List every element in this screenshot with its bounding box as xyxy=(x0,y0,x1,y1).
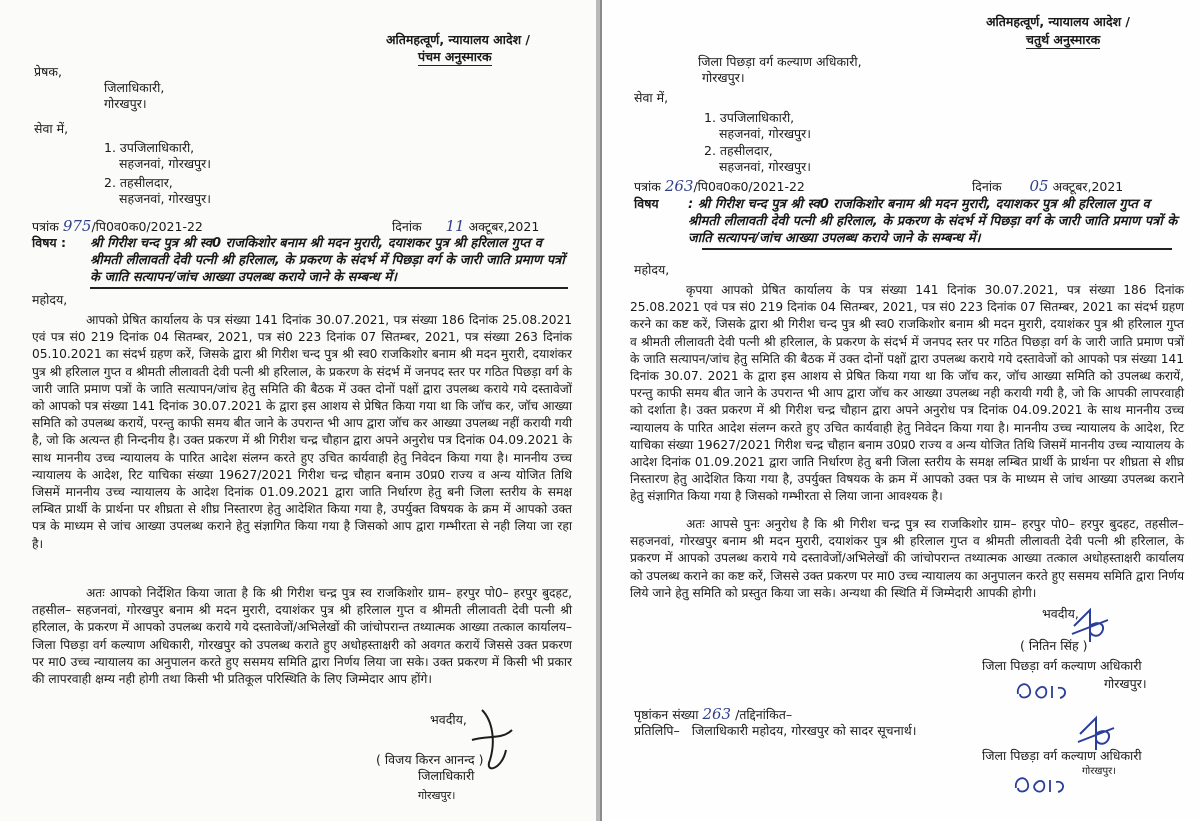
reminder-label: चतुर्थ अनुस्मारक xyxy=(1026,32,1101,47)
initial-mark xyxy=(1012,676,1072,704)
top-marking: अतिमहत्वूर्ण, न्यायालय आदेश / xyxy=(986,14,1130,29)
closing: भवदीय, xyxy=(1042,606,1079,621)
subject-underline xyxy=(90,287,568,289)
subject-label: विषय : xyxy=(32,235,67,250)
sender-label: प्रेषक, xyxy=(34,64,62,79)
signature-mark xyxy=(1068,606,1112,646)
letter-date xyxy=(972,178,1123,195)
to-item-2-place: सहजनवां, गोरखपुर। xyxy=(719,159,811,174)
subject-label: विषय xyxy=(634,196,659,211)
letter-date xyxy=(392,218,539,235)
reminder-label: पंचम अनुस्मारक xyxy=(418,49,492,64)
date-rest: अक्टूबर,2021 xyxy=(1052,179,1124,194)
copy-to xyxy=(634,723,917,739)
sender-line1: जिला पिछड़ा वर्ग कल्याण अधिकारी, xyxy=(698,54,862,69)
signer-name: ( नितिन सिंह ) xyxy=(1020,638,1088,653)
signer2-post: जिला पिछड़ा वर्ग कल्याण अधिकारी xyxy=(982,748,1142,763)
body-paragraph-2: अतः आपको निर्देशित किया जाता है कि श्री गिरीश चन्द्र पुत्र स्व राजकिशोर ग्राम– हरपुर पो0– हरपुर बुदहट, तहसील– सहजनवां, गोरखपुर बनाम श्री मदन मुरारी, दयाशंकर पुत्र श्री हरिलाल गुप्त व श्रीमती लीलावती देवी पत्नी श्री हरिलाल, के प्रकरण में आपको उपलब्ध कराये गये दस्तावेजों/अभिलेखों की जांचोपरान्त तथ्यात्मक आख्या तत्काल कार्यालय– जिला पिछड़ा वर्ग कल्याण अधिकारी, गोरखपुर को उपलब्ध कराते हुए अधोहस्ताक्षरी को अवगत करायें जिससे उक्त प्रकरण पर मा0 उच्च न्यायालय का अनुपालन करते हुए ससमय समिति द्वारा निर्णय लिया जा सके। उक्त प्रकरण में किसी भी प्रकार की लापरवाही क्षम्य नही होगी तथा किसी भी प्रतिकूल परिस्थिति के लिए जिम्मेदार आप होंगे। xyxy=(32,586,572,687)
date-handwritten: 11 xyxy=(445,217,465,235)
top-marking: अतिमहत्वूर्ण, न्यायालय आदेश / xyxy=(386,32,530,47)
copy-text: जिलाधिकारी महोदय, गोरखपुर को सादर सूचनार्थ। xyxy=(691,723,917,738)
to-item-2-place: सहजनवां, गोरखपुर। xyxy=(119,191,211,206)
left-letter-page xyxy=(0,0,596,821)
date-handwritten: 05 xyxy=(1029,177,1049,195)
subject-underline xyxy=(702,248,1172,250)
salutation: महोदय, xyxy=(32,292,68,307)
endorsement-number xyxy=(634,706,792,723)
sender-line1: जिलाधिकारी, xyxy=(104,80,165,95)
letter-number-handwritten: 975 xyxy=(62,217,92,235)
letter-number-rest: /पि0व0क0/2021-22 xyxy=(91,219,203,234)
copy-label: प्रतिलिपि– xyxy=(634,723,680,738)
to-item-2: 2. तहसीलदार, xyxy=(704,143,773,158)
body-paragraph-1: आपको प्रेषित कार्यालय के पत्र संख्या 141 दिनांक 30.07.2021, पत्र संख्या 186 दिनांक 25.08.2021 एवं पत्र सं0 219 दिनांक 04 सितम्बर, 2021, पत्र सं0 223 दिनांक 07 सितम्बर, 2021, पत्र संख्या 263 दिनांक 05.10.2021 का संदर्भ ग्रहण करें, जिसके द्वारा श्री गिरीश चन्द पुत्र श्री स्व0 राजकिशोर बनाम श्री मदन मुरारी, दयाशंकर पुत्र श्री हरिलाल गुप्त व श्रीमती लीलावती देवी पत्नी श्री हरिलाल, के प्रकरण के संदर्भ में जनपद स्तर पर गठित पिछड़ा वर्ग के जारी जाति प्रमाण पत्रों के जाति सत्यापन/जांच हेतु समिति की बैठक में उक्त दोनों पक्षों द्वारा उपलब्ध कराये गये दस्तावेजों को आपको पत्र संख्या 141 दिनांक 30.07.2021 के द्वारा इस आशय से प्रेषित किया गया था कि जॉच कर, जॉच आख्या समिति को उपलब्ध करायें, परन्तु काफी समय बीत जाने के उपरान्त भी आप द्वारा जॉच कर आख्या उपलब्ध नहीं करायी गयी है, जो कि अत्यन्त ही निन्दनीय है। उक्त प्रकरण में श्री गिरीश चन्द्र चौहान द्वारा अपने अनुरोध पत्र दिनांक 04.09.2021 के साथ माननीय उच्च न्यायालय के पारित आदेश संलग्न करते हुए उचित कार्यवाही हेतु निवेदन किया गया है। माननीय उच्च न्यायालय के आदेश, रिट याचिका संख्या 19627/2021 गिरीश चन्द्र चौहान बनाम उ0प्र0 राज्य व अन्य योजित तिथि जिसमें माननीय उच्च न्यायालय के आदेश दिनांक 01.09.2021 द्वारा जाति निर्धारण हेतु बनी जिला स्तरीय के समक्ष लम्बित प्रार्थी के प्रार्थना पर शीघ्रता से शीघ्र निस्तारण हेतु आदेशित किया गया है, उपर्युक्त विषयक के क्रम में आपको उक्त पत्र के माध्यम से जांच आख्या उपलब्ध कराने हेतु संज्ञागित किया गया है जिसको आप द्वारा गम्भीरता से नही लिया जा रहा है। xyxy=(32,313,572,551)
sender-line2: गोरखपुर। xyxy=(104,96,147,111)
signer-place: गोरखपुर। xyxy=(1104,676,1147,691)
signer-post: जिलाधिकारी xyxy=(418,768,475,783)
to-label: सेवा में, xyxy=(34,121,69,136)
salutation: महोदय, xyxy=(634,262,670,277)
to-item-1-place: सहजनवां, गोरखपुर। xyxy=(719,126,811,141)
signer-name: ( विजय किरन आनन्द ) xyxy=(376,752,484,767)
to-label: सेवा में, xyxy=(634,90,669,105)
letter-number xyxy=(634,178,805,195)
letter-number-label: पत्रांक xyxy=(634,179,661,194)
signature-mark xyxy=(462,700,522,780)
to-item-1: 1. उपजिलाधिकारी, xyxy=(104,140,195,155)
endorsement-label: पृष्ठांकन संख्या xyxy=(634,707,699,722)
closing: भवदीय, xyxy=(430,712,467,727)
subject-text: : श्री गिरीश चन्द पुत्र श्री स्व0 राजकिशोर बनाम श्री मदन मुरारी, दयाशकर पुत्र श्री हरिलाल गुप्त व श्रीमती लीलावती देवी पत्नी श्री हरिलाल, के प्रकरण के संदर्भ में पिछड़ा वर्ग के जारी जाति प्रमाण पत्रों के जाति सत्यापन/जांच आख्या उपलब्ध कराये जाने के सम्बन्ध में। xyxy=(688,197,1178,246)
to-item-1: 1. उपजिलाधिकारी, xyxy=(704,110,795,125)
letter-number xyxy=(32,218,203,235)
right-letter-page xyxy=(600,0,1200,821)
to-item-1-place: सहजनवां, गोरखपुर। xyxy=(119,156,211,171)
signer2-place: गोरखपुर। xyxy=(1082,766,1117,777)
body-paragraph-2: अतः आपसे पुनः अनुरोध है कि श्री गिरीश चन्द्र पुत्र स्व राजकिशोर ग्राम– हरपुर पो0– हरपुर बुदहट, तहसील– सहजनवां, गोरखपुर बनाम श्री मदन मुरारी, दयाशंकर पुत्र श्री हरिलाल गुप्त व श्रीमती लीलावती देवी पत्नी श्री हरिलाल, के प्रकरण में आपको उपलब्ध कराये गये दस्तावेजों/अभिलेखों की जांचोपरान्त तथ्यात्मक आख्या तत्काल अधोहस्ताक्षरी कार्यालय को उपलब्ध कराने का कष्ट करें, जिससे उक्त प्रकरण पर मा0 उच्च न्यायालय का अनुपालन करते हुए ससमय समिति द्वारा निर्णय लिये जाने हेतु समिति को प्रस्तुत किया जा सके। अन्यथा की स्थिति में जिम्मेदारी आपकी होगी। xyxy=(630,517,1185,600)
signer-post: जिला पिछड़ा वर्ग कल्याण अधिकारी xyxy=(982,658,1142,673)
to-item-2: 2. तहसीलदार, xyxy=(104,175,173,190)
letter-number-label: पत्रांक xyxy=(32,219,59,234)
endorsement-rest: /तद्दिनांकित– xyxy=(735,707,793,722)
date-label: दिनांक xyxy=(392,219,422,234)
subject-text: श्री गिरीश चन्द पुत्र श्री स्व0 राजकिशोर बनाम श्री मदन मुरारी, दयाशकर पुत्र श्री हरिलाल गुप्त व श्रीमती लीलावती देवी पत्नी श्री हरिलाल, के प्रकरण के संदर्भ में पिछड़ा वर्ग के जारी जाति प्रमाण पत्रों के जाति सत्यापन/जांच आख्या उपलब्ध कराये जाने के सम्बन्ध में। xyxy=(90,236,565,285)
letter-number-handwritten: 263 xyxy=(664,177,694,195)
body-paragraph-1: कृपया आपको प्रेषित कार्यालय के पत्र संख्या 141 दिनांक 30.07.2021, पत्र संख्या 186 दिनांक 25.08.2021 एवं पत्र सं0 219 दिनांक 04 सितम्बर, 2021, पत्र सं0 223 दिनांक 07 सितम्बर, 2021 का संदर्भ ग्रहण करने का कष्ट करें, जिसके द्वारा श्री गिरीश चन्द पुत्र श्री स्व0 राजकिशोर बनाम श्री मदन मुरारी, दयाशंकर पुत्र श्री हरिलाल गुप्त व श्रीमती लीलावती देवी पत्नी श्री हरिलाल, के प्रकरण के संदर्भ में जनपद स्तर पर गठित पिछड़ा वर्ग के जारी जाति प्रमाण पत्रों के जाति सत्यापन/जांच हेतु समिति की बैठक में उक्त दोनों पक्षों द्वारा उपलब्ध कराये गये दस्तावेजों को आपको पत्र संख्या 141 दिनांक 30.07. 2021 के द्वारा इस आशय से प्रेषित किया गया था कि जॉच कर, जॉच आख्या समिति को उपलब्ध करायें, परन्तु काफी समय बीत जाने के उपरान्त भी आप द्वारा जॉच कर आख्या उपलब्ध नही करायी गयी है, जो कि आपकी लापरवाही को दर्शाता है। उक्त प्रकरण में श्री गिरीश चन्द्र चौहान द्वारा अपने अनुरोध पत्र दिनांक 04.09.2021 के साथ माननीय उच्च न्यायालय के पारित आदेश संलग्न करते हुए उचित कार्यवाही हेतु निवेदन किया गया है। माननीय उच्च न्यायालय के आदेश, रिट याचिका संख्या 19627/2021 गिरीश चन्द्र चौहान बनाम उ0प्र0 राज्य व अन्य योजित तिथि जिसमें माननीय उच्च न्यायालय के आदेश दिनांक 01.09.2021 द्वारा जाति निर्धारण हेतु बनी जिला स्तरीय के समक्ष लम्बित प्रार्थी के प्रार्थना पर शीघ्रता से शीघ्र निस्तारण हेतु आदेशित किया गया है, उपर्युक्त विषयक के क्रम में आपको उक्त पत्र के माध्यम से जांच आख्या उपलब्ध कराने हेतु संज्ञागित किया गया है जिसको गम्भीरता से लिया जाना आवश्यक है। xyxy=(630,283,1184,504)
date-rest: अक्टूबर,2021 xyxy=(468,219,540,234)
sender-line2: गोरखपुर। xyxy=(702,70,745,85)
initial-mark-2 xyxy=(1010,770,1070,798)
letter-number-rest: /पि0व0क0/2021-22 xyxy=(693,179,805,194)
signer-place: गोरखपुर। xyxy=(418,789,456,802)
date-label: दिनांक xyxy=(972,179,1002,194)
endorsement-handwritten: 263 xyxy=(702,705,732,723)
